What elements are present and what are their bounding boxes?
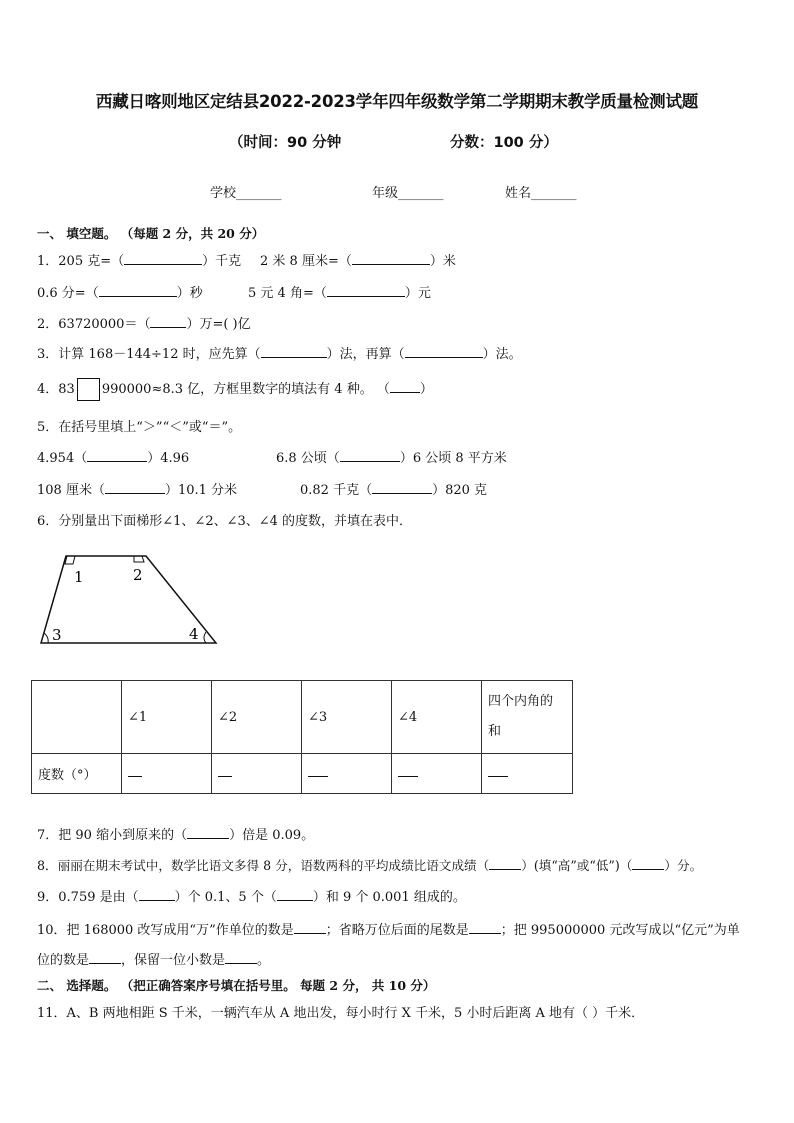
q10-blank-4[interactable]	[225, 951, 257, 964]
q5-c-pre: 108 厘米（	[37, 483, 105, 498]
grade-field[interactable]: 年级_______	[372, 186, 444, 201]
q1-d-post: ）元	[404, 286, 431, 301]
q3-pre: 3．计算 168－144÷12 时，应先算（	[37, 347, 261, 362]
q5-b-post: ）6 公顷 8 平方米	[399, 451, 507, 466]
question-4	[37, 378, 433, 401]
q9-blank-1[interactable]	[139, 888, 175, 901]
label-3: 3	[52, 626, 62, 644]
q5-c-blank[interactable]	[105, 481, 165, 494]
q1-number: 1．	[37, 254, 59, 269]
header-angle-4: ∠4	[392, 681, 482, 754]
section-heading-fill: 一、 填空题。 （每题 2 分，共 20 分）	[37, 226, 265, 241]
q10-blank-3[interactable]	[89, 951, 121, 964]
q5-b-blank[interactable]	[340, 449, 400, 462]
question-10-line-2	[37, 949, 270, 968]
q4-pre: 4．83	[37, 382, 75, 397]
q1-b-blank[interactable]	[352, 252, 430, 265]
q2-pre: 2．63720000＝（	[37, 317, 151, 332]
label-2: 2	[133, 566, 143, 584]
q1-d-pre: 5 元 4 角=（	[248, 286, 327, 301]
answer-cell-angle-1[interactable]	[122, 754, 212, 794]
q5-row-1-b	[276, 447, 507, 466]
q1-b-post: ）米	[429, 254, 456, 269]
q10-line2-post: 。	[257, 953, 271, 968]
q7-pre: 7．把 90 缩小到原来的（	[37, 828, 188, 843]
q10-blank-1[interactable]	[294, 921, 326, 934]
q1-a-post: ）千克	[202, 254, 242, 269]
question-10	[37, 919, 740, 938]
table-header-row	[32, 681, 573, 754]
header-sum-line-1: 四个内角的	[488, 694, 554, 709]
q1-c-post: ）秒	[176, 286, 203, 301]
row-label-degrees: 度数（°）	[32, 754, 122, 794]
question-7	[37, 824, 314, 843]
q5-d-post: ）820 克	[432, 483, 488, 498]
q7-blank[interactable]	[187, 826, 229, 839]
q9-pre: 9．0.759 是由（	[37, 890, 139, 905]
q2-blank[interactable]	[150, 315, 186, 328]
q10-line2-mid: ，保留一位小数是	[121, 953, 226, 968]
q5-row-2	[37, 479, 237, 498]
q8-mid: ）(填“高”或“低”)（	[521, 858, 633, 873]
q3-blank-2[interactable]	[405, 345, 483, 358]
score-label: 分数：100 分）	[450, 135, 558, 151]
q3-blank-1[interactable]	[261, 345, 327, 358]
q5-row-1	[37, 447, 189, 466]
q4-blank[interactable]	[390, 380, 420, 393]
q3-post: ）法。	[482, 347, 522, 362]
angle-mark-1	[65, 556, 75, 564]
q8-pre: 8．丽丽在期末考试中，数学比语文多得 8 分，语数两科的平均成绩比语文成绩（	[37, 858, 490, 873]
angle-mark-3	[44, 633, 48, 643]
section-heading-choice: 二、 选择题。 （把正确答案序号填在括号里。 每题 2 分， 共 10 分）	[37, 978, 436, 993]
header-angle-1: ∠1	[122, 681, 212, 754]
q1-d-blank[interactable]	[327, 284, 405, 297]
q10-blank-2[interactable]	[469, 921, 501, 934]
angle-mark-2	[134, 556, 144, 562]
header-angle-2: ∠2	[212, 681, 302, 754]
q4-end: ）	[419, 382, 433, 397]
question-1-d	[248, 282, 431, 301]
q1-a-pre: 205 克=（	[58, 254, 125, 269]
q8-blank-1[interactable]	[489, 857, 521, 870]
q1-a-blank[interactable]	[124, 252, 202, 265]
q1-c-blank[interactable]	[99, 284, 177, 297]
angle-mark-4	[204, 632, 206, 643]
name-field[interactable]: 姓名_______	[505, 186, 577, 201]
q5-d-pre: 0.82 千克（	[300, 483, 373, 498]
question-2	[37, 313, 251, 332]
table-corner-cell	[32, 681, 122, 754]
time-label: （时间：90 分钟	[229, 135, 342, 151]
question-5: 5．在括号里填上“＞”“＜”或“＝”。	[37, 420, 242, 435]
label-1: 1	[74, 568, 84, 586]
q1-b-pre: 2 米 8 厘米=（	[260, 254, 352, 269]
q5-d-blank[interactable]	[372, 481, 432, 494]
q10-line1-post: ；把 995000000 元改写成以“亿元”为单	[500, 923, 740, 938]
question-6: 6．分别量出下面梯形∠1、∠2、∠3、∠4 的度数，并填在表中．	[37, 514, 413, 529]
answer-cell-angle-4[interactable]	[392, 754, 482, 794]
angle-table	[31, 680, 573, 794]
q5-row-2-b	[300, 479, 487, 498]
label-4: 4	[189, 625, 199, 643]
answer-cell-angle-3[interactable]	[302, 754, 392, 794]
header-sum	[482, 681, 573, 754]
question-11: 11．A、B 两地相距 S 千米，一辆汽车从 A 地出发，每小时行 X 千米，5 小时后距离 A 地有（ ）千米．	[37, 1006, 645, 1021]
answer-cell-sum[interactable]	[482, 754, 573, 794]
q5-b-pre: 6.8 公顷（	[276, 451, 340, 466]
question-9	[37, 886, 466, 905]
question-1-c	[37, 282, 203, 301]
q2-mid: ）万=( )亿	[186, 317, 251, 332]
question-8	[37, 855, 702, 874]
q5-a-post: ）4.96	[147, 451, 190, 466]
question-3	[37, 343, 522, 362]
school-field[interactable]: 学校_______	[210, 186, 282, 201]
q5-a-blank[interactable]	[87, 449, 147, 462]
q4-post: 990000≈8.3 亿，方框里数字的填法有 4 种。 （	[101, 382, 390, 397]
header-angle-3: ∠3	[302, 681, 392, 754]
table-row	[32, 754, 573, 794]
q10-line1-pre: 10．把 168000 改写成用“万”作单位的数是	[37, 923, 294, 938]
q1-c-pre: 0.6 分=（	[37, 286, 99, 301]
header-sum-line-2: 和	[488, 724, 502, 739]
question-1	[37, 250, 241, 269]
q7-post: ）倍是 0.09。	[229, 828, 315, 843]
trapezoid-diagram	[36, 548, 226, 648]
q10-line2-pre: 位的数是	[37, 953, 90, 968]
page-title: 西藏日喀则地区定结县2022-2023学年四年级数学第二学期期末教学质量检测试题	[95, 92, 699, 111]
q9-b: ）和 9 个 0.001 组成的。	[312, 890, 466, 905]
q8-blank-2[interactable]	[632, 857, 664, 870]
q4-digit-box[interactable]	[77, 378, 100, 401]
q9-a: ）个 0.1、5 个（	[174, 890, 277, 905]
question-1-b	[260, 250, 456, 269]
q5-c-post: ）10.1 分米	[164, 483, 238, 498]
q3-mid: ）法，再算（	[326, 347, 405, 362]
answer-cell-angle-2[interactable]	[212, 754, 302, 794]
q8-post: ）分。	[664, 858, 703, 873]
q9-blank-2[interactable]	[277, 888, 313, 901]
q10-line1-mid: ；省略万位后面的尾数是	[325, 923, 469, 938]
q5-a-pre: 4.954（	[37, 451, 88, 466]
